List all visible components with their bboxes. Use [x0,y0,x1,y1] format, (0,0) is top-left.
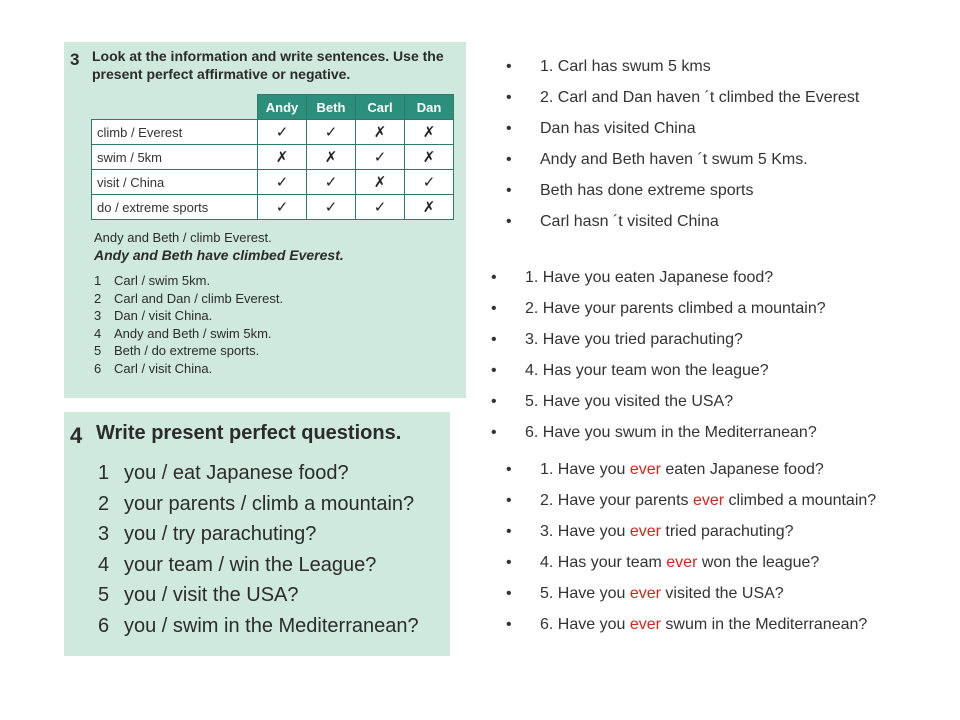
answer-text: 3. Have you tried parachuting? [525,331,743,348]
list-item [94,307,283,325]
exercise-number: 4 [70,423,83,448]
bullet-icon: • [506,58,512,75]
bullet-icon: • [491,300,497,317]
answer-item [506,552,926,574]
item-text: Beth / do extreme sports. [114,343,260,358]
answer-text-start: 4. Has your team [540,554,667,571]
mark-cell: ✗ [258,145,307,170]
item-text: your team / win the League? [124,553,377,576]
bullet-icon: • [506,616,512,633]
mark-cell: ✓ [307,195,356,220]
bullet-icon: • [506,461,512,478]
info-table [91,94,454,220]
exercise-4-answers [491,262,826,448]
item-number: 5 [94,343,102,358]
list-item [94,360,283,378]
answer-text: Dan has visited China [540,120,696,137]
item-number: 5 [98,584,110,606]
answer-item [506,175,859,206]
answer-item [506,113,859,144]
column-header: Beth [307,95,356,120]
item-text: you / try parachuting? [124,523,317,545]
bullet-icon: • [506,151,512,168]
exercise-4-panel [64,412,450,656]
table-row [92,120,454,145]
answer-item [491,417,826,448]
answer-item [506,459,926,481]
table-row [92,195,454,220]
list-item [98,458,419,489]
list-item [94,272,283,290]
item-text: you / eat Japanese food? [124,462,349,484]
item-number: 6 [94,360,102,376]
answer-text-end: visited the USA? [660,585,784,602]
exercise-3-answers [506,51,859,237]
item-text: you / swim in the Mediterranean? [124,614,419,637]
ever-highlight: ever [629,461,661,478]
ever-highlight: ever [629,523,661,540]
answer-text-end: climbed a mountain? [724,492,877,509]
item-number: 4 [98,553,110,576]
item-number: 1 [94,273,102,288]
answer-text: Carl hasn ´t visited China [540,213,719,230]
answer-text: 6. Have you swum in the Mediterranean? [525,424,817,441]
answer-text-end: eaten Japanese food? [660,461,824,478]
list-item [98,489,419,520]
exercise-4-answers-ever [506,459,926,645]
answer-item [491,324,826,355]
bullet-icon: • [506,554,512,571]
answer-item [491,355,826,386]
item-text: your parents / climb a mountain? [124,492,415,515]
answer-item [491,293,826,324]
answer-text-start: 5. Have you [540,585,630,602]
list-item [98,611,419,642]
answer-item [506,521,926,543]
bullet-icon: • [491,393,497,410]
bullet-icon: • [491,424,497,441]
activity-cell: do / extreme sports [92,195,258,220]
exercise-3-items [94,272,283,377]
list-item [94,325,283,343]
answer-text-start: 2. Have your parents [540,492,693,509]
bullet-icon: • [506,585,512,602]
answer-text: 2. Have your parents climbed a mountain? [525,300,826,317]
item-text: Carl and Dan / climb Everest. [114,290,284,306]
answer-text: Beth has done extreme sports [540,182,754,199]
example-prompt: Andy and Beth / climb Everest. [94,230,272,245]
answer-item [491,386,826,417]
answer-item [506,206,859,237]
mark-cell: ✗ [356,170,405,195]
mark-cell: ✗ [356,120,405,145]
answer-text-start: 6. Have you [540,616,630,633]
exercise-3-panel [64,42,466,398]
mark-cell: ✓ [258,170,307,195]
mark-cell: ✓ [258,120,307,145]
table-row [92,170,454,195]
answer-text: Andy and Beth haven ´t swum 5 Kms. [540,151,808,168]
table-corner [92,95,258,120]
activity-cell: visit / China [92,170,258,195]
mark-cell: ✓ [307,120,356,145]
item-number: 3 [94,308,102,323]
answer-item [506,82,859,113]
mark-cell: ✗ [307,145,356,170]
mark-cell: ✗ [405,145,454,170]
answer-text: 4. Has your team won the league? [525,362,769,379]
list-item [98,519,419,550]
item-number: 2 [94,290,102,306]
bullet-icon: • [506,492,512,509]
list-item [98,550,419,581]
answer-item [506,144,859,175]
mark-cell: ✗ [405,195,454,220]
answer-item [506,583,926,605]
item-number: 2 [98,492,110,515]
item-text: you / visit the USA? [124,584,299,606]
answer-text-end: swum in the Mediterranean? [660,616,868,633]
table-header-row [92,95,454,120]
example-answer: Andy and Beth have climbed Everest. [94,247,344,263]
answer-item [491,262,826,293]
list-item [98,580,419,611]
list-item [94,290,283,308]
table-row [92,145,454,170]
bullet-icon: • [491,362,497,379]
bullet-icon: • [506,89,512,106]
mark-cell: ✓ [356,145,405,170]
column-header: Carl [356,95,405,120]
bullet-icon: • [491,269,497,286]
answer-text-start: 3. Have you [540,523,630,540]
ever-highlight: ever [629,585,661,602]
answer-text: 1. Carl has swum 5 kms [540,58,711,75]
mark-cell: ✓ [258,195,307,220]
bullet-icon: • [506,182,512,199]
item-text: Carl / visit China. [114,360,213,376]
bullet-icon: • [506,523,512,540]
item-number: 3 [98,523,110,545]
answer-text-end: tried parachuting? [660,523,794,540]
exercise-title: Write present perfect questions. [96,422,402,444]
activity-cell: climb / Everest [92,120,258,145]
mark-cell: ✗ [405,120,454,145]
bullet-icon: • [506,213,512,230]
answer-item [506,614,926,636]
bullet-icon: • [491,331,497,348]
ever-highlight: ever [692,492,725,509]
activity-cell: swim / 5km [92,145,258,170]
column-header: Dan [405,95,454,120]
answer-text-start: 1. Have you [540,461,630,478]
mark-cell: ✓ [307,170,356,195]
column-header: Andy [258,95,307,120]
mark-cell: ✓ [405,170,454,195]
item-number: 4 [94,325,102,341]
answer-text-end: won the league? [697,554,820,571]
answer-item [506,490,926,512]
item-text: Dan / visit China. [114,308,213,323]
answer-text: 5. Have you visited the USA? [525,393,734,410]
answer-item [506,51,859,82]
list-item [94,342,283,360]
mark-cell: ✓ [356,195,405,220]
exercise-4-items [98,458,419,641]
item-number: 6 [98,614,110,637]
item-text: Carl / swim 5km. [114,273,211,288]
exercise-instruction: Look at the information and write sentences. Use the present perfect affirmative or negative. [92,48,444,82]
ever-highlight: ever [666,554,698,571]
bullet-icon: • [506,120,512,137]
item-number: 1 [98,462,110,484]
item-text: Andy and Beth / swim 5km. [114,325,272,341]
answer-text: 2. Carl and Dan haven ´t climbed the Everest [540,89,860,106]
ever-highlight: ever [629,616,661,633]
exercise-number: 3 [70,50,80,69]
answer-text: 1. Have you eaten Japanese food? [525,269,774,286]
